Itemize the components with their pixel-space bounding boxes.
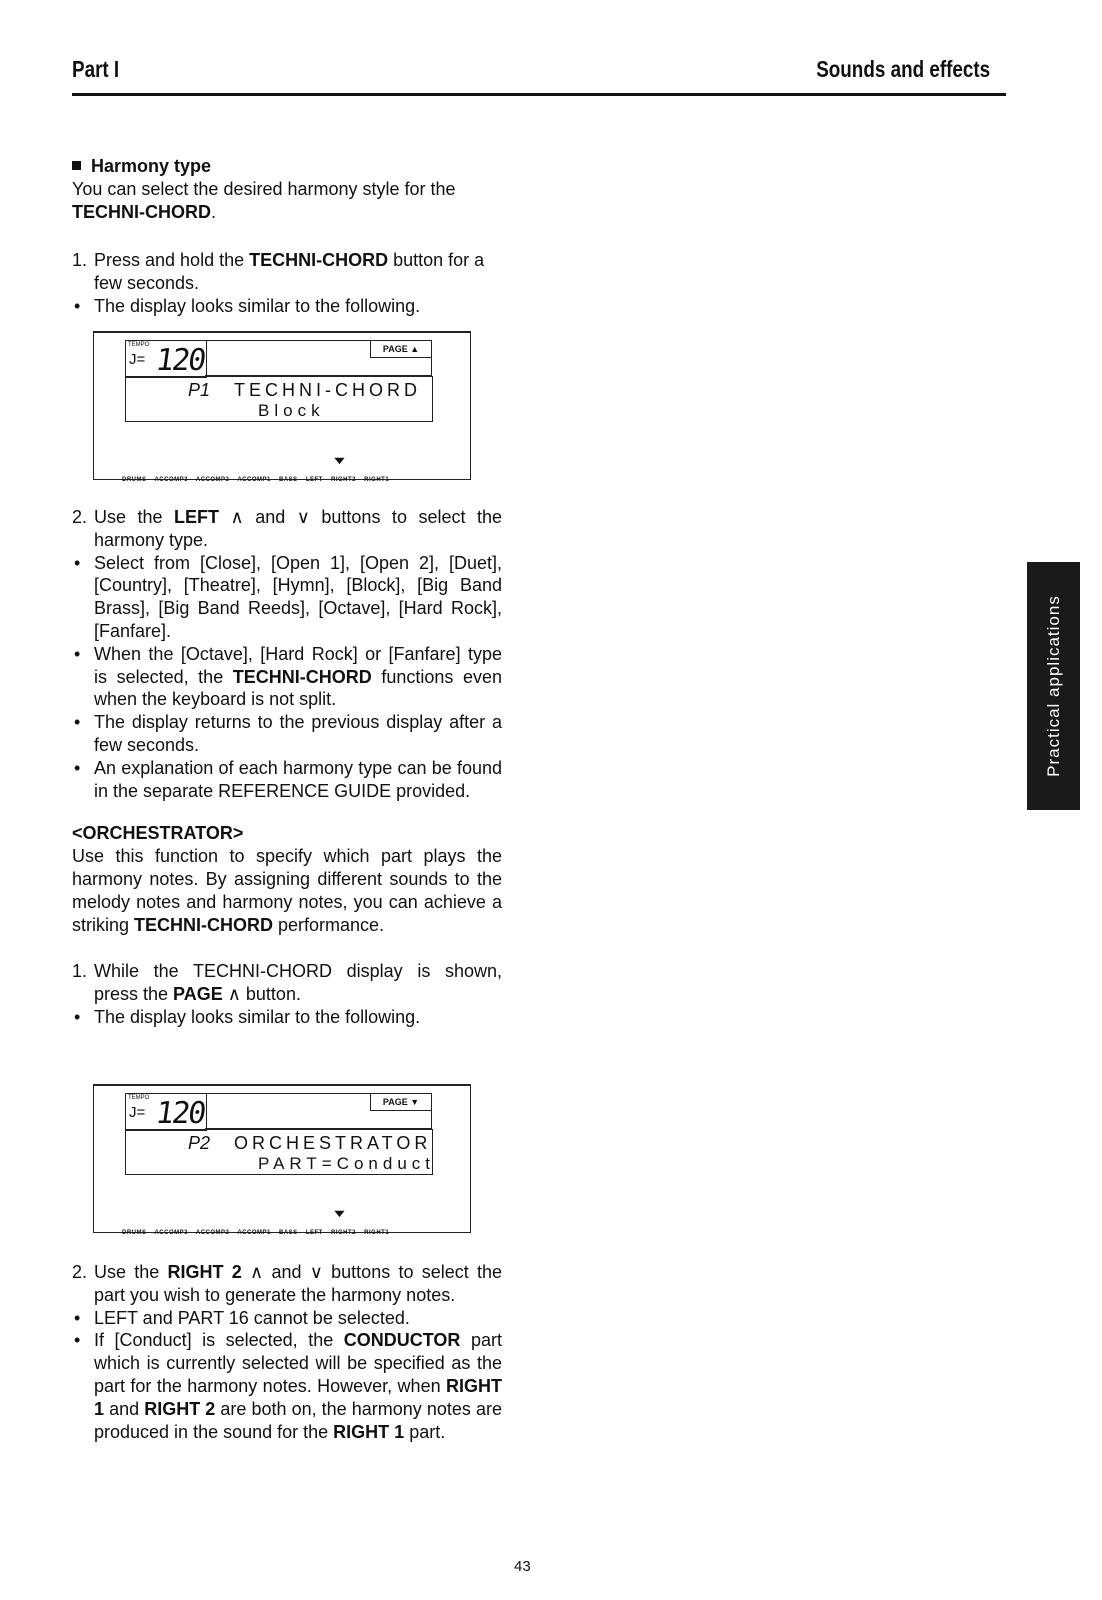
- display-line-2: Block: [258, 401, 325, 420]
- tempo-label: TEMPO: [128, 1095, 150, 1101]
- header-rule: [72, 93, 1006, 96]
- side-tab: [1027, 562, 1080, 810]
- part-labels: DRUMS ACCOMP3 ACCOMP2 ACCOMP1 BASS LEFT RIGHT2 RIGHT1: [122, 477, 390, 483]
- orchestrator-bullet-3: • If [Conduct] is selected, the CONDUCTOR part which is currently selected will be specified as the part for the harmony notes. However, when RIGHT 1 and RIGHT 2 are both on, the harmony notes are produced in the sound for the RIGHT 1 part.: [72, 1329, 502, 1443]
- tempo-label: TEMPO: [128, 342, 150, 348]
- orchestrator-intro: Use this function to specify which part plays the harmony notes. By assigning different sounds to the melody notes and harmony notes, you can achieve a striking TECHNI-CHORD performance.: [72, 846, 502, 935]
- side-tab-label: Practical applications: [1043, 595, 1063, 777]
- display-line-1: TECHNI-CHORD: [234, 380, 421, 400]
- harmony-heading: Harmony type: [72, 155, 502, 178]
- harmony-intro: You can select the desired harmony style for the TECHNI-CHORD.: [72, 178, 456, 222]
- orchestrator-bullet-1: • The display looks similar to the following.: [72, 1006, 502, 1029]
- display-line-2: PART=Conduct: [258, 1154, 436, 1173]
- page-number: 43: [514, 1558, 531, 1575]
- harmony-step-2: 2. Use the LEFT ∧ and ∨ buttons to select the harmony type.: [72, 507, 502, 550]
- harmony-bullet-3: • When the [Octave], [Hard Rock] or [Fanfare] type is selected, the TECHNI-CHORD functions even when the keyboard is not split.: [72, 643, 502, 711]
- tempo-box: [125, 340, 207, 378]
- display-line-1: ORCHESTRATOR: [234, 1133, 432, 1153]
- harmony-bullet-1: • The display looks similar to the following.: [72, 295, 502, 318]
- page-indicator: PAGE ▲: [370, 341, 431, 358]
- header-part: Part I: [72, 56, 120, 82]
- main-display-box: [125, 376, 433, 422]
- upper-display-box: [205, 1093, 432, 1129]
- orchestrator-heading: <ORCHESTRATOR>: [72, 823, 244, 844]
- page-number-indicator: P2: [188, 1133, 211, 1153]
- header-section-title: Sounds and effects: [816, 56, 990, 82]
- lcd-display-orchestrator: [93, 1084, 471, 1236]
- harmony-bullet-4: • The display returns to the previous display after a few seconds.: [72, 711, 502, 757]
- orchestrator-step-1: 1. While the TECHNI-CHORD display is shown, press the PAGE ∧ button.: [72, 961, 502, 1005]
- tempo-note: J=: [129, 1104, 146, 1121]
- tempo-note: J=: [129, 351, 146, 368]
- lcd-top-border: [93, 1084, 470, 1086]
- harmony-section: [72, 155, 502, 318]
- page-indicator: PAGE ▼: [370, 1094, 431, 1111]
- orchestrator-bullet-2: • LEFT and PART 16 cannot be selected.: [72, 1307, 502, 1330]
- harmony-step-1: 1. Press and hold the TECHNI-CHORD button for a few seconds.: [72, 250, 485, 294]
- main-display-box: [125, 1129, 436, 1175]
- tempo-box: [125, 1093, 207, 1131]
- page-number-indicator: P1: [188, 380, 211, 400]
- part-labels: DRUMS ACCOMP3 ACCOMP2 ACCOMP1 BASS LEFT RIGHT2 RIGHT1: [122, 1230, 390, 1236]
- orchestrator-step-2: 2. Use the RIGHT 2 ∧ and ∨ buttons to select the part you wish to generate the harmony notes.: [72, 1262, 502, 1305]
- harmony-bullet-5: • An explanation of each harmony type can be found in the separate REFERENCE GUIDE provided.: [72, 757, 502, 803]
- lcd-top-border: [93, 331, 470, 333]
- lcd-display-techni-chord: [93, 331, 471, 483]
- down-arrow-icon: ▼: [330, 1208, 349, 1220]
- tempo-value: 120: [153, 343, 207, 378]
- square-bullet-icon: [72, 161, 81, 170]
- upper-display-box: [205, 340, 432, 376]
- down-arrow-icon: ▼: [330, 455, 349, 467]
- orchestrator-section-continued: [72, 1261, 502, 1443]
- tempo-value: 120: [153, 1096, 207, 1131]
- harmony-section-continued: [72, 506, 502, 1029]
- harmony-bullet-2: • Select from [Close], [Open 1], [Open 2], [Duet], [Country], [Theatre], [Hymn], [Block], [Big Band Brass], [Big Band Reeds], [Octave], [Hard Rock], [Fanfare].: [72, 552, 502, 643]
